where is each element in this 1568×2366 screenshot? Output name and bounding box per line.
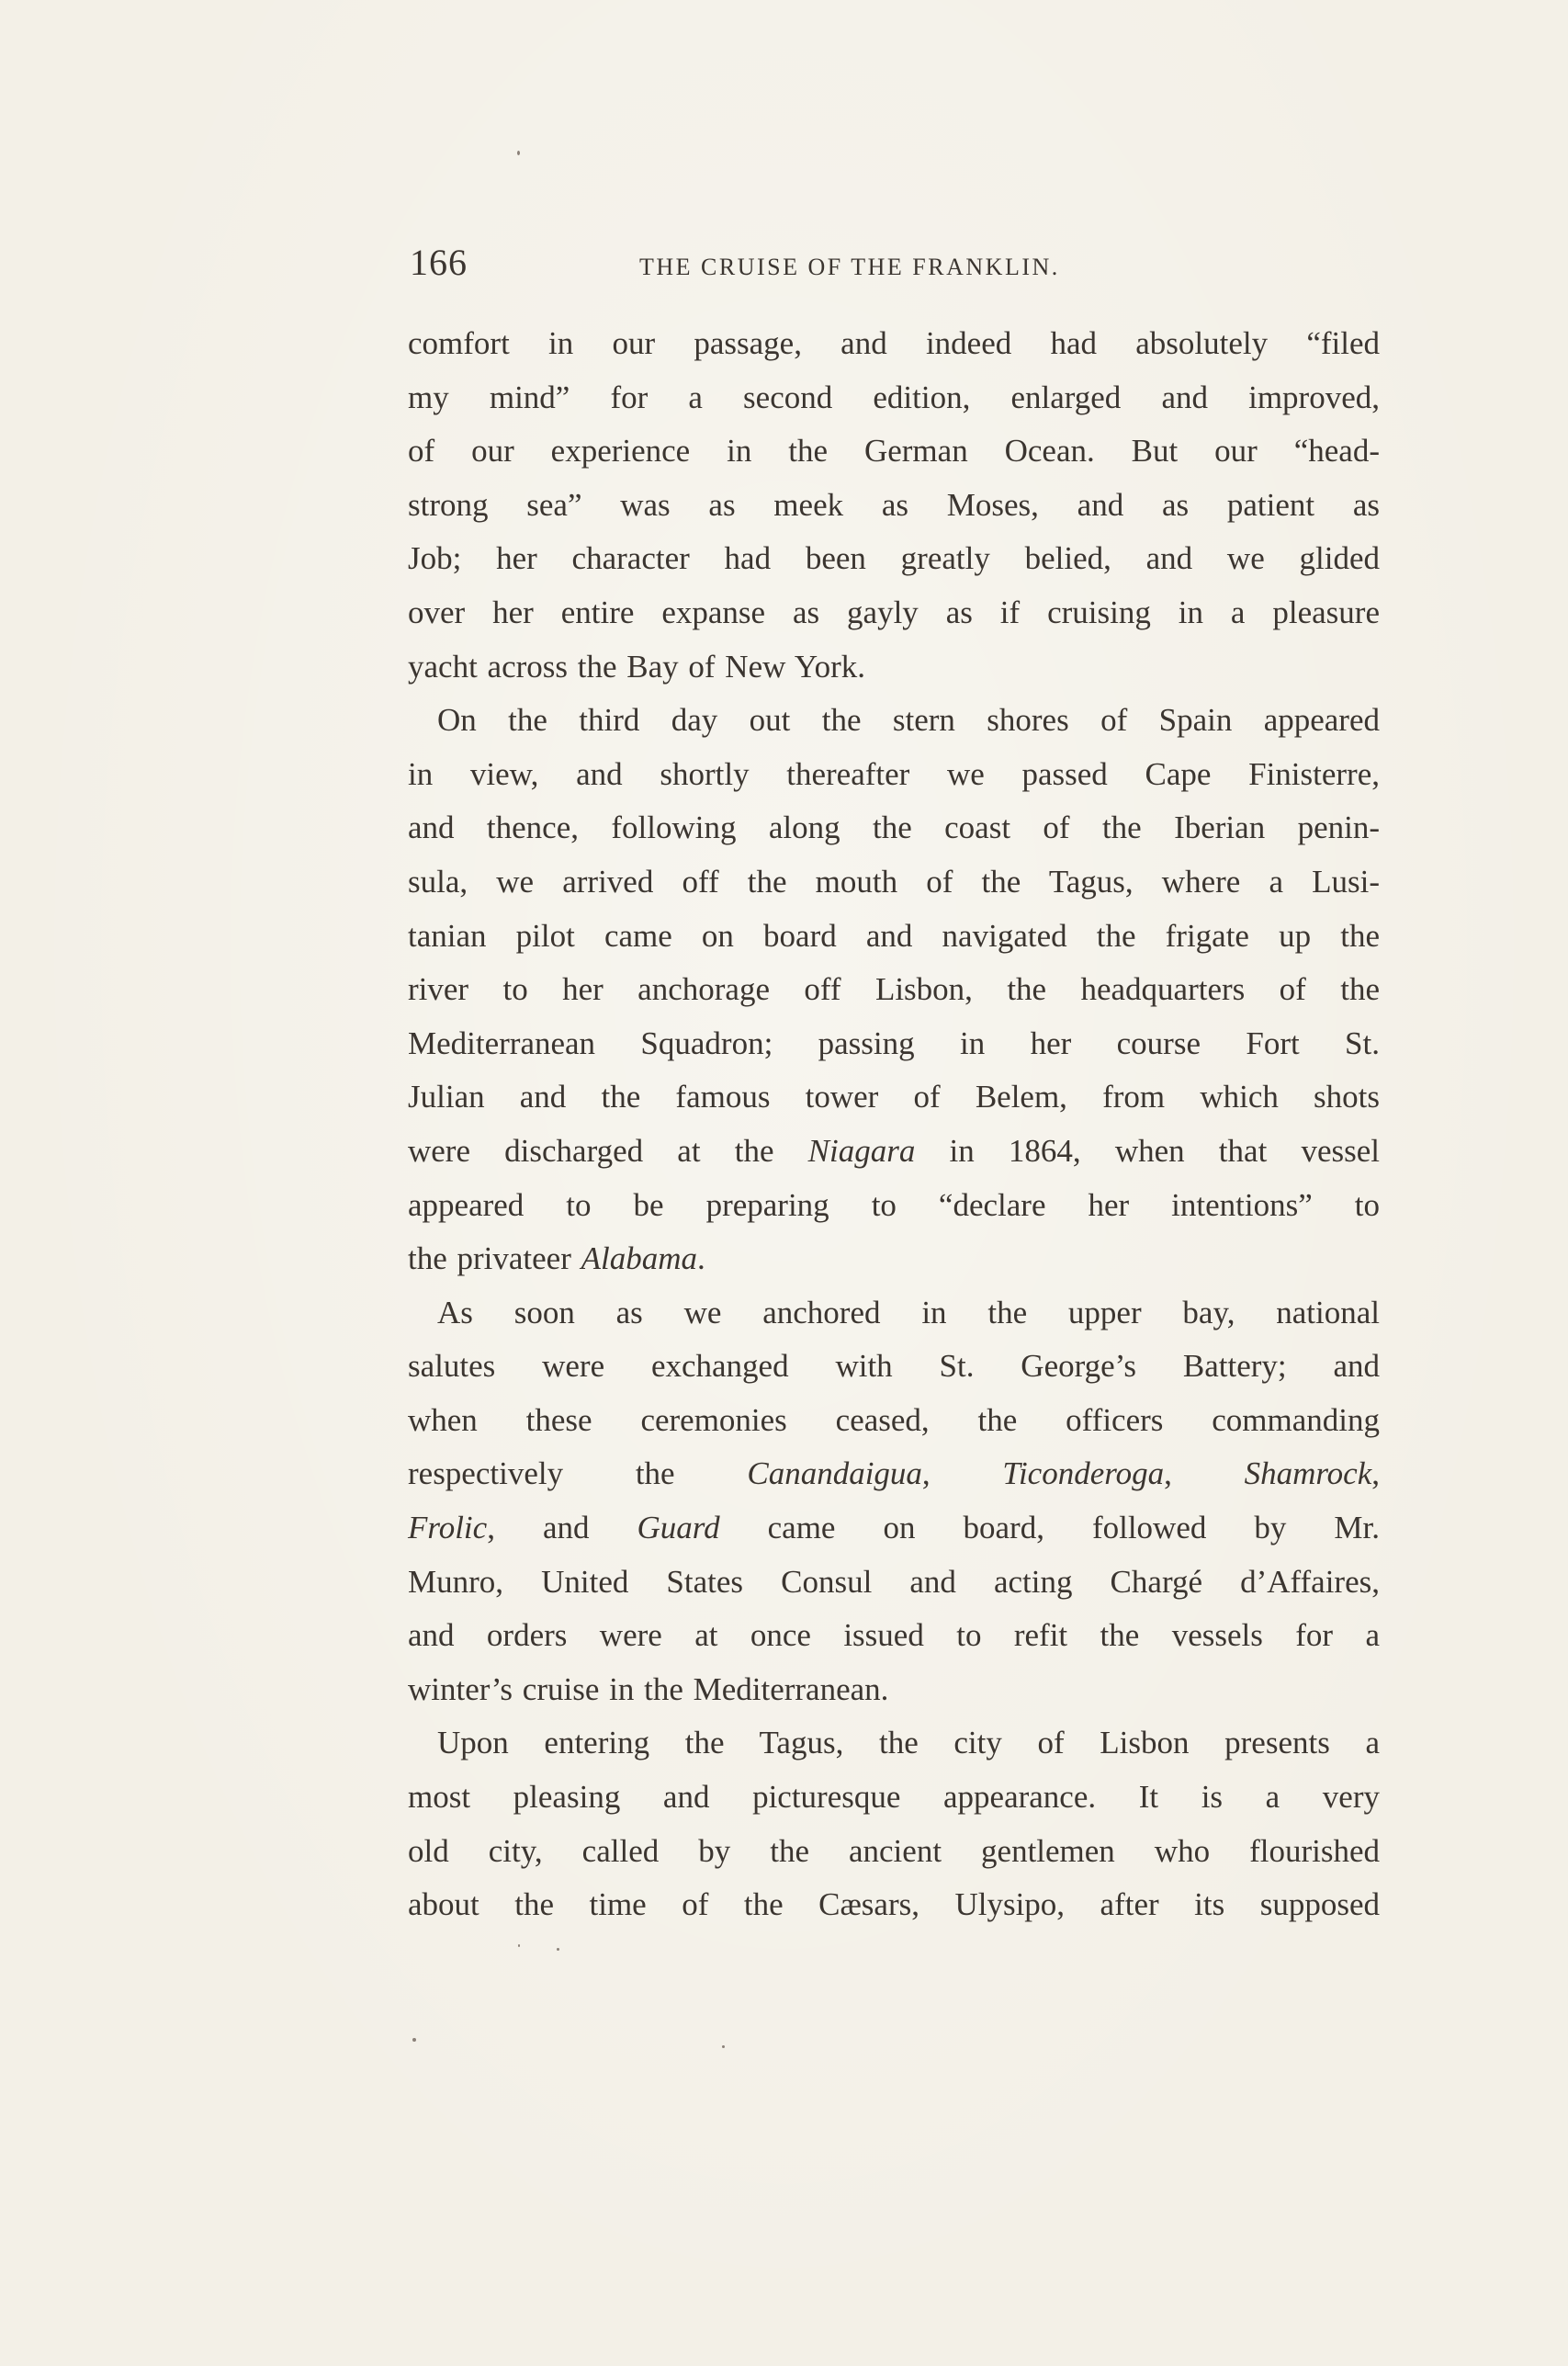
text-line: Munro, United States Consul and acting Chargé d’Affaires, [408,1563,1380,1600]
paper-speck [412,2038,416,2042]
text-line: river to her anchorage off Lisbon, the headquarters of the [408,971,1380,1008]
ship-name: Shamrock [1244,1455,1372,1492]
paragraph-start-line: Upon entering the Tagus, the city of Lisbon presents a [437,1725,1380,1761]
paper-speck [517,151,520,155]
text-line: strong sea” was as meek as Moses, and as patient as [408,486,1380,523]
text-line-with-ship-names: respectively the Canandaigua, Ticonderoga, Shamrock, [408,1455,1380,1492]
ship-name: Ticonderoga [1002,1455,1165,1492]
text-line: salutes were exchanged with St. George’s Battery; and [408,1348,1380,1385]
ship-name: Guard [637,1510,720,1546]
paper-speck [518,1944,520,1947]
text-line: when these ceremonies ceased, the officers commanding [408,1401,1380,1438]
paragraph-start-line: On the third day out the stern shores of Spain appeared [437,702,1380,739]
text-line: Julian and the famous tower of Belem, from which shots [408,1079,1380,1115]
text-line: over her entire expanse as gayly as if cruising in a pleasure [408,594,1380,630]
text-line: tanian pilot came on board and navigated the frigate up the [408,917,1380,954]
text-line: yacht across the Bay of New York. [408,648,866,685]
text-line: and thence, following along the coast of the Iberian penin- [408,809,1380,846]
paper-speck [722,2045,725,2048]
paragraph-start-line: As soon as we anchored in the upper bay, national [437,1294,1380,1330]
text-line-with-ship-name: were discharged at the Niagara in 1864, when that vessel [408,1132,1380,1169]
text-line: appeared to be preparing to “declare her intentions” to [408,1186,1380,1223]
text-line: most pleasing and picturesque appearance. It is a very [408,1779,1380,1816]
text-line: and orders were at once issued to refit the vessels for a [408,1617,1380,1654]
running-title: THE CRUISE OF THE FRANKLIN. [639,254,1060,280]
text-line: of our experience in the German Ocean. But our “head- [408,433,1380,470]
text-line: Job; her character had been greatly belied, and we glided [408,540,1380,577]
text-line: in view, and shortly thereafter we passed Cape Finisterre, [408,755,1380,792]
body-text [408,317,1380,1932]
text-line: my mind” for a second edition, enlarged and improved, [408,379,1380,415]
text-line-with-ship-names: Frolic, and Guard came on board, followed by Mr. [408,1510,1380,1546]
ship-name: Frolic [408,1510,488,1546]
text-line: comfort in our passage, and indeed had absolutely “filed [408,325,1380,361]
paper-speck [557,1948,559,1951]
text-line: about the time of the Cæsars, Ulysipo, after its supposed [408,1886,1380,1923]
text-line: winter’s cruise in the Mediterranean. [408,1670,889,1707]
ship-name: Niagara [807,1132,916,1169]
text-line: Mediterranean Squadron; passing in her course Fort St. [408,1025,1380,1061]
page-header [410,241,1378,287]
text-line: sula, we arrived off the mouth of the Tagus, where a Lusi- [408,863,1380,900]
ship-name: Alabama [581,1240,698,1277]
page-number: 166 [410,242,468,283]
ship-name: Canandaigua [747,1455,922,1492]
text-line-with-ship-name: the privateer Alabama. [408,1240,705,1277]
text-line: old city, called by the ancient gentlemen who flourished [408,1832,1380,1869]
